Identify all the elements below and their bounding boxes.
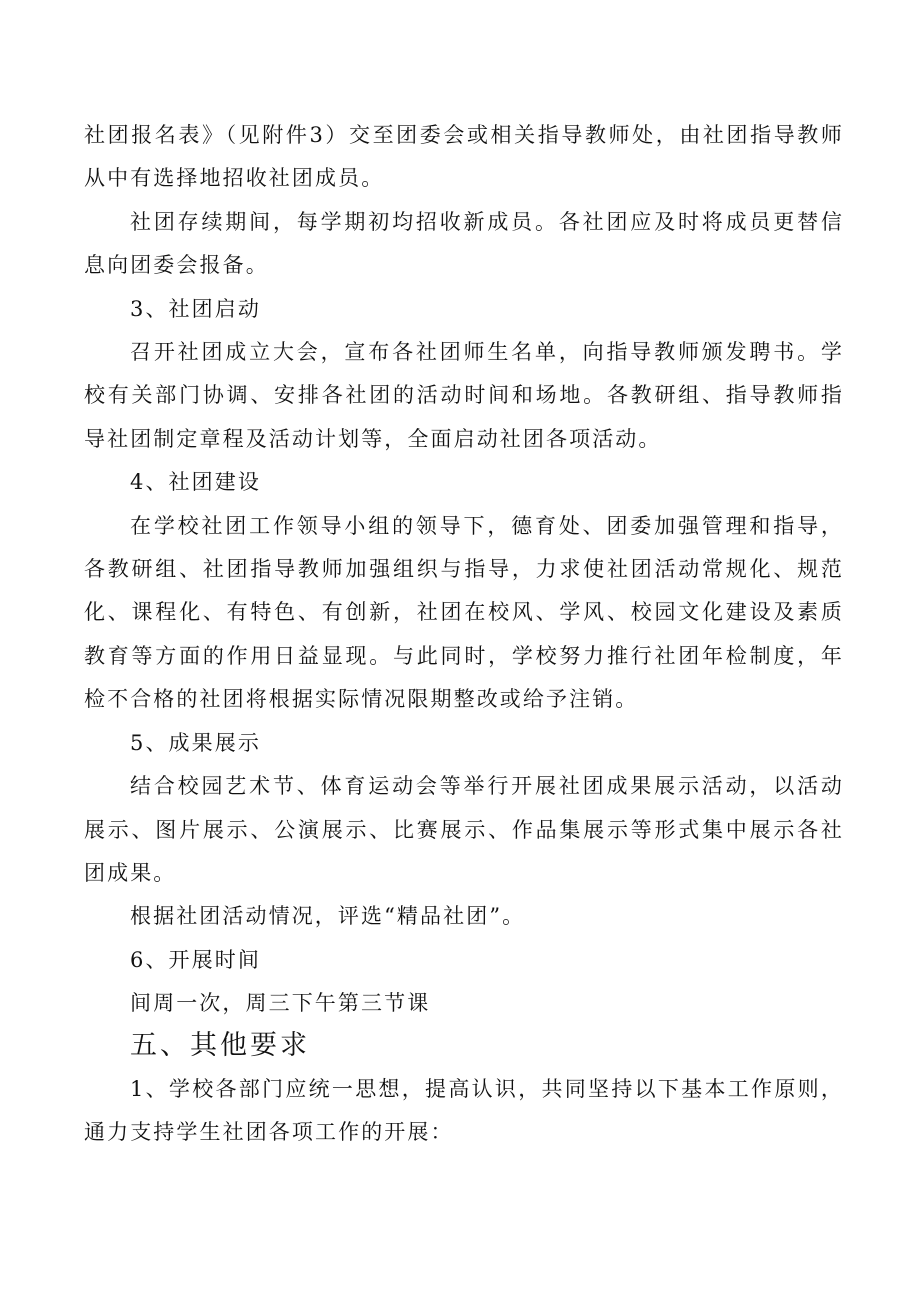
subheading-schedule: 6、开展时间 [130, 947, 261, 972]
paragraph-club-building: 在学校社团工作领导小组的领导下，德育处、团委加强管理和指导，各教研组、社团指导教师加强组织与指导，力求使社团活动常规化、规范化、课程化、有特色、有创新，社团在校风、学风、校园文化建设及素质教育等方面的作用日益显现。与此同时，学校努力推行社团年检制度，年检不合格的社团将根据实际情况限期整改或给予注销。 [84, 513, 844, 712]
document-body [84, 114, 844, 1154]
paragraph-results-display: 结合校园艺术节、体育运动会等举行开展社团成果展示活动，以活动展示、图片展示、公演展示、比赛展示、作品集展示等形式集中展示各社团成果。 [84, 774, 844, 885]
subheading-club-launch: 3、社团启动 [130, 296, 261, 321]
subheading-results-display: 5、成果展示 [130, 730, 261, 755]
section-heading-other-requirements: 五、其他要求 [130, 1029, 310, 1061]
paragraph-club-launch: 召开社团成立大会，宣布各社团师生名单，向指导教师颁发聘书。学校有关部门协调、安排各社团的活动时间和场地。各教研组、指导教师指导社团制定章程及活动计划等，全面启动社团各项活动。 [84, 340, 844, 451]
paragraph-other-requirements: 1、学校各部门应统一思想，提高认识，共同坚持以下基本工作原则，通力支持学生社团各项工作的开展： [84, 1076, 844, 1144]
paragraph-schedule: 间周一次，周三下午第三节课 [130, 991, 431, 1016]
subheading-club-building: 4、社团建设 [130, 470, 261, 495]
paragraph-excellent-club: 根据社团活动情况，评选“精品社团”。 [130, 904, 526, 929]
paragraph-membership-renewal: 社团存续期间，每学期初均招收新成员。各社团应及时将成员更替信息向团委会报备。 [84, 209, 844, 278]
paragraph-registration: 社团报名表》（见附件3）交至团委会或相关指导教师处，由社团指导教师从中有选择地招收社团成员。 [84, 123, 844, 191]
